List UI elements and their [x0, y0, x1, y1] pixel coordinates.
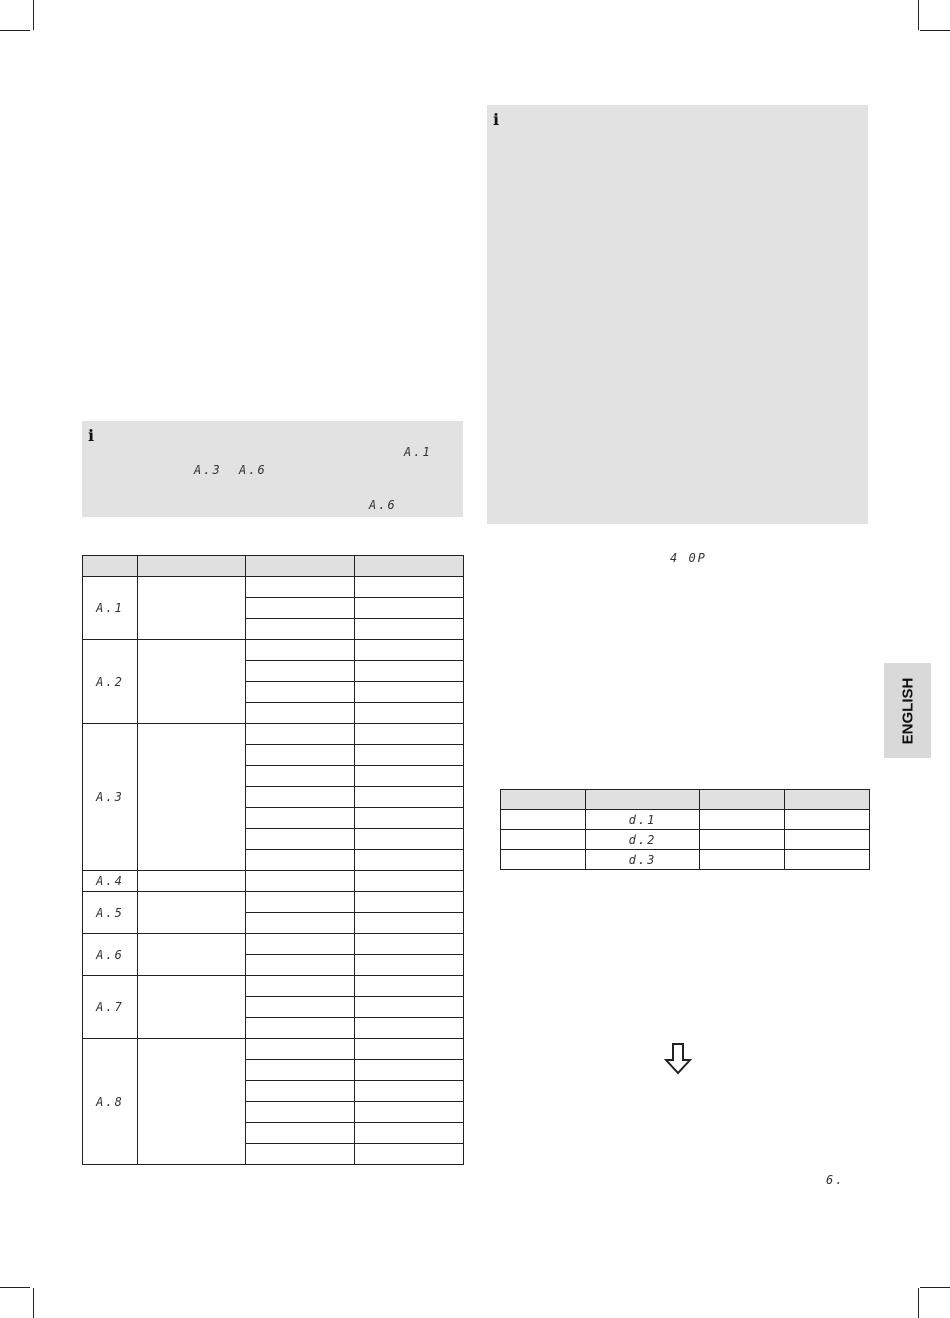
arrow-down-icon — [664, 1043, 692, 1075]
table-row — [501, 810, 870, 830]
program-code: A.3 — [83, 724, 138, 871]
program-code: A.1 — [83, 577, 138, 640]
note-code: A.6 — [239, 463, 267, 477]
note-code: A.3 — [194, 463, 222, 477]
program-code: A.2 — [83, 640, 138, 724]
crop-mark — [33, 0, 34, 30]
crop-mark — [918, 1288, 919, 1318]
table-row — [83, 724, 464, 745]
table-row — [501, 850, 870, 870]
table-row — [83, 892, 464, 913]
crop-mark — [920, 30, 950, 31]
language-tab — [884, 663, 931, 758]
note-code: A.1 — [404, 445, 432, 459]
table-header-row — [501, 790, 870, 810]
table-row — [83, 976, 464, 997]
program-code: A.8 — [83, 1039, 138, 1165]
crop-mark — [33, 1288, 34, 1318]
table-row — [83, 934, 464, 955]
display-code: d.3 — [586, 850, 700, 870]
note-code: A.6 — [369, 498, 397, 512]
table-row — [83, 1039, 464, 1060]
table-row — [83, 640, 464, 661]
display-table — [500, 789, 870, 870]
info-icon: i — [88, 426, 95, 445]
info-icon: i — [493, 110, 500, 129]
crop-mark — [920, 1287, 950, 1288]
program-code: A.5 — [83, 892, 138, 934]
program-code: A.7 — [83, 976, 138, 1039]
page-number: 6. — [826, 1173, 845, 1187]
language-tab-label: ENGLISH — [899, 677, 916, 744]
program-table — [82, 555, 464, 1165]
option-display-code: 4 0P — [670, 551, 707, 565]
crop-mark — [0, 1287, 30, 1288]
display-code: d.1 — [586, 810, 700, 830]
program-code: A.4 — [83, 871, 138, 892]
crop-mark — [0, 30, 30, 31]
crop-mark — [918, 0, 919, 30]
right-info-note — [487, 105, 868, 524]
table-row — [83, 577, 464, 598]
left-info-note — [82, 421, 463, 517]
program-code: A.6 — [83, 934, 138, 976]
table-row — [501, 830, 870, 850]
table-header-row — [83, 556, 464, 577]
display-code: d.2 — [586, 830, 700, 850]
table-row — [83, 871, 464, 892]
